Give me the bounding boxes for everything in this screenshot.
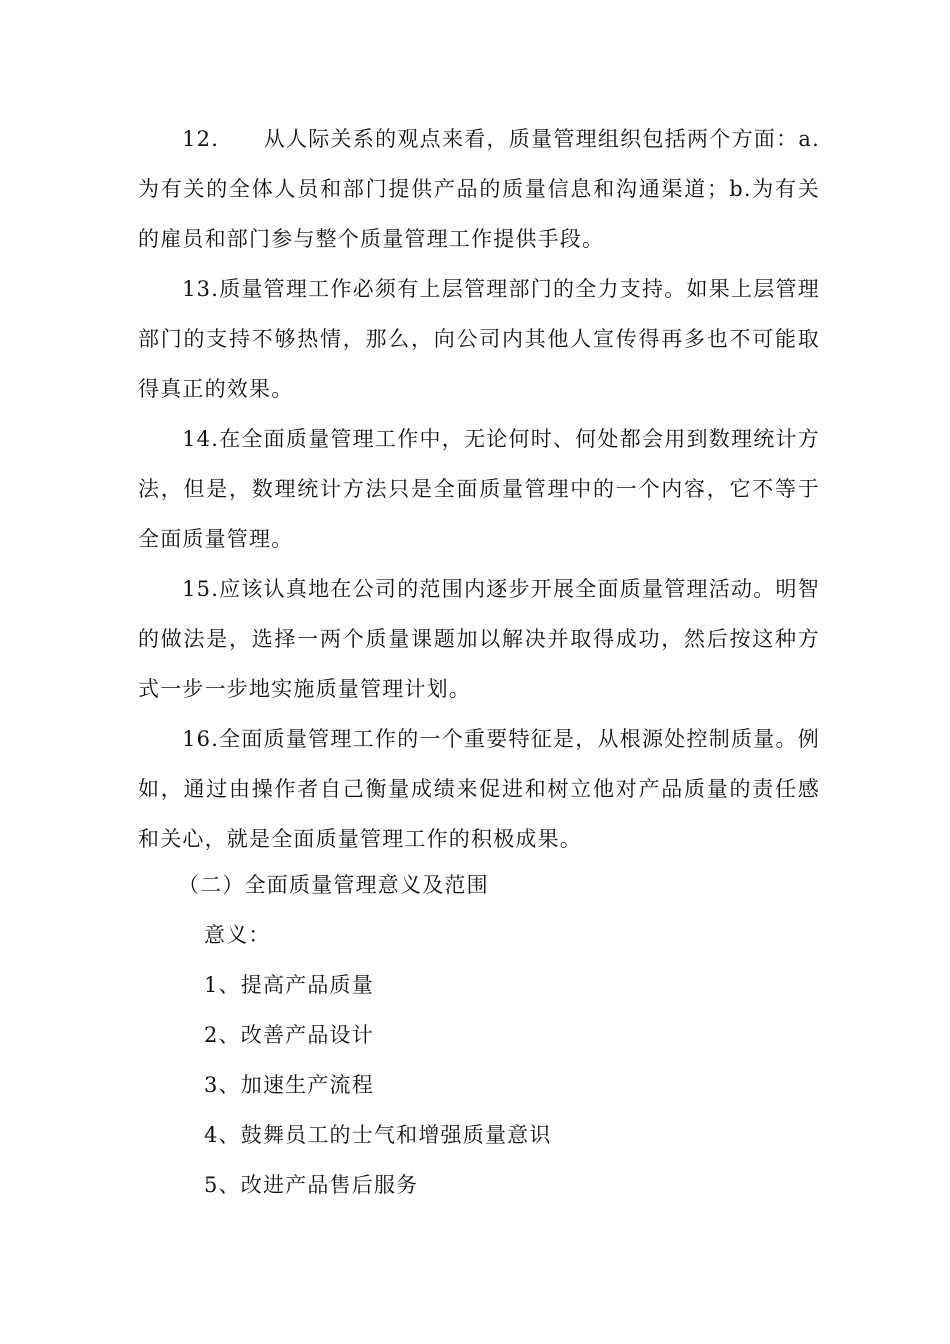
- meaning-label: 意义：: [204, 923, 271, 947]
- section-heading: （二）全面质量管理意义及范围: [178, 873, 489, 897]
- paragraph-12: 12. 从人际关系的观点来看，质量管理组织包括两个方面：a.为有关的全体人员和部门提供产品的质量信息和沟通渠道；b.为有关的雇员和部门参与整个质量管理工作提供手段。: [138, 127, 820, 251]
- meaning-list: [204, 960, 552, 1210]
- list-item: 3、加速生产流程: [204, 1073, 374, 1097]
- list-item: 1、提高产品质量: [204, 973, 374, 997]
- paragraph-14: 14.在全面质量管理工作中，无论何时、何处都会用到数理统计方法，但是，数理统计方法只是全面质量管理中的一个内容，它不等于全面质量管理。: [138, 427, 820, 551]
- paragraph-13: 13.质量管理工作必须有上层管理部门的全力支持。如果上层管理部门的支持不够热情，那么，向公司内其他人宣传得再多也不可能取得真正的效果。: [138, 277, 820, 401]
- paragraph-16: 16.全面质量管理工作的一个重要特征是，从根源处控制质量。例如，通过由操作者自己衡量成绩来促进和树立他对产品质量的责任感和关心，就是全面质量管理工作的积极成果。: [138, 727, 820, 851]
- list-item: 2、改善产品设计: [204, 1023, 374, 1047]
- list-item: 4、鼓舞员工的士气和增强质量意识: [204, 1123, 552, 1147]
- list-item: 5、改进产品售后服务: [204, 1173, 419, 1197]
- paragraph-15: 15.应该认真地在公司的范围内逐步开展全面质量管理活动。明智的做法是，选择一两个质量课题加以解决并取得成功，然后按这种方式一步一步地实施质量管理计划。: [138, 577, 820, 701]
